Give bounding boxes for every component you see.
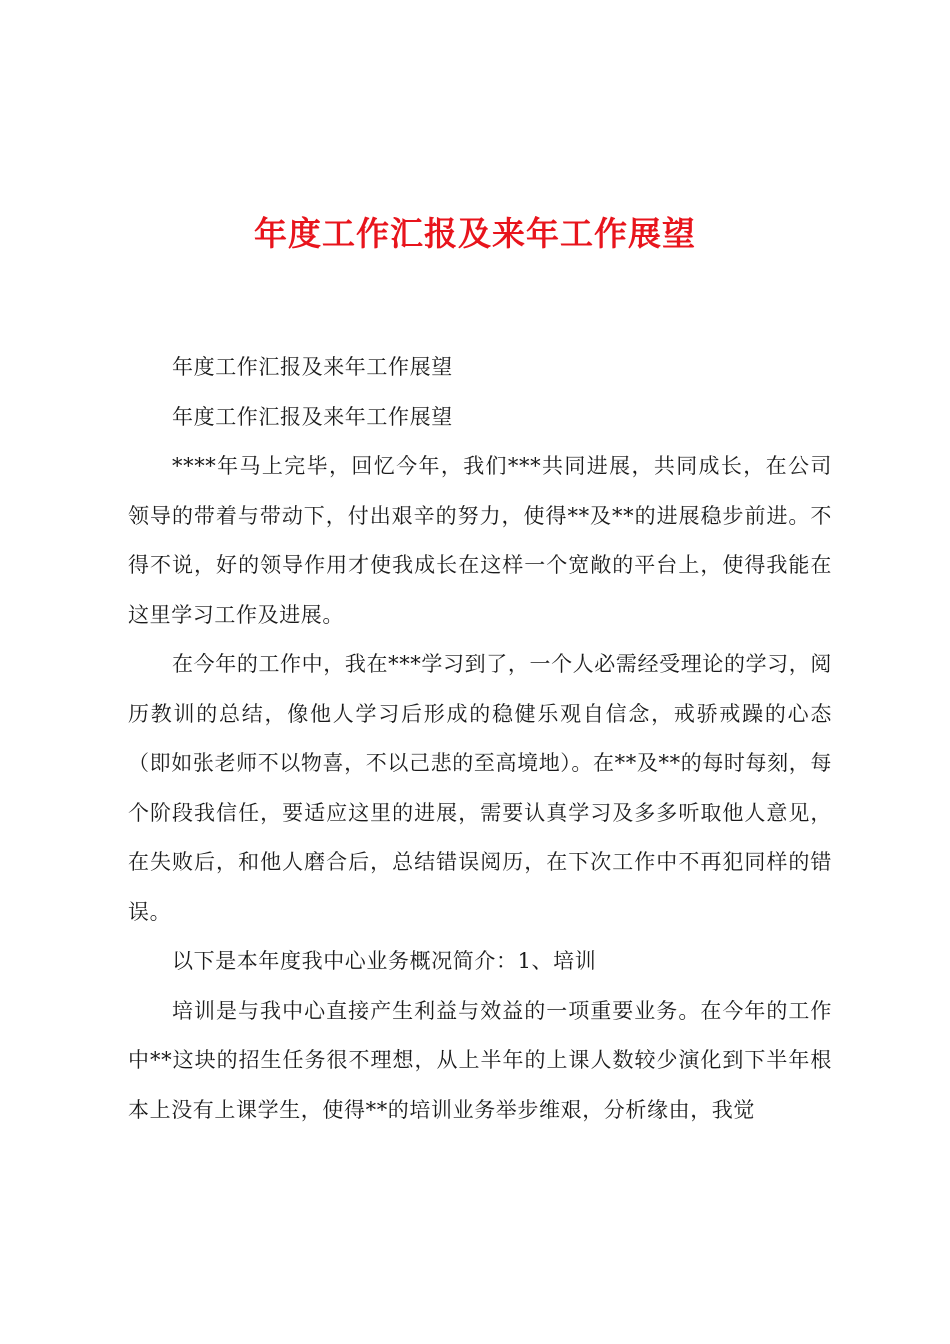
paragraph-overview-heading: 以下是本年度我中心业务概况简介：1、培训 (172, 949, 597, 973)
paragraph-training: 培训是与我中心直接产生利益与效益的一项重要业务。在今年的工作中**这块的招生任务很不理想，从上半年的上课人数较少演化到下半年根本上没有上课学生，使得**的培训业务举步维艰，分析缘由，我觉 (128, 998, 832, 1122)
paragraph-subtitle-1: 年度工作汇报及来年工作展望 (172, 355, 453, 379)
paragraph-intro: ****年马上完毕，回忆今年，我们***共同进展，共同成长，在公司领导的带着与带动下，付出艰辛的努力，使得**及**的进展稳步前进。不得不说，好的领导作用才使我成长在这样一个宽敞的平台上，使得我能在这里学习工作及进展。 (128, 454, 832, 627)
paragraph-learning: 在今年的工作中，我在***学习到了，一个人必需经受理论的学习，阅历教训的总结，像他人学习后形成的稳健乐观自信念，戒骄戒躁的心态（即如张老师不以物喜，不以己悲的至高境地）。在**及**的每时每刻，每个阶段我信任，要适应这里的进展，需要认真学习及多多听取他人意见，在失败后，和他人磨合后，总结错误阅历，在下次工作中不再犯同样的错误。 (128, 652, 832, 924)
document-body (128, 343, 832, 1135)
document-title: 年度工作汇报及来年工作展望 (254, 214, 696, 253)
paragraph-subtitle-2: 年度工作汇报及来年工作展望 (172, 404, 453, 429)
